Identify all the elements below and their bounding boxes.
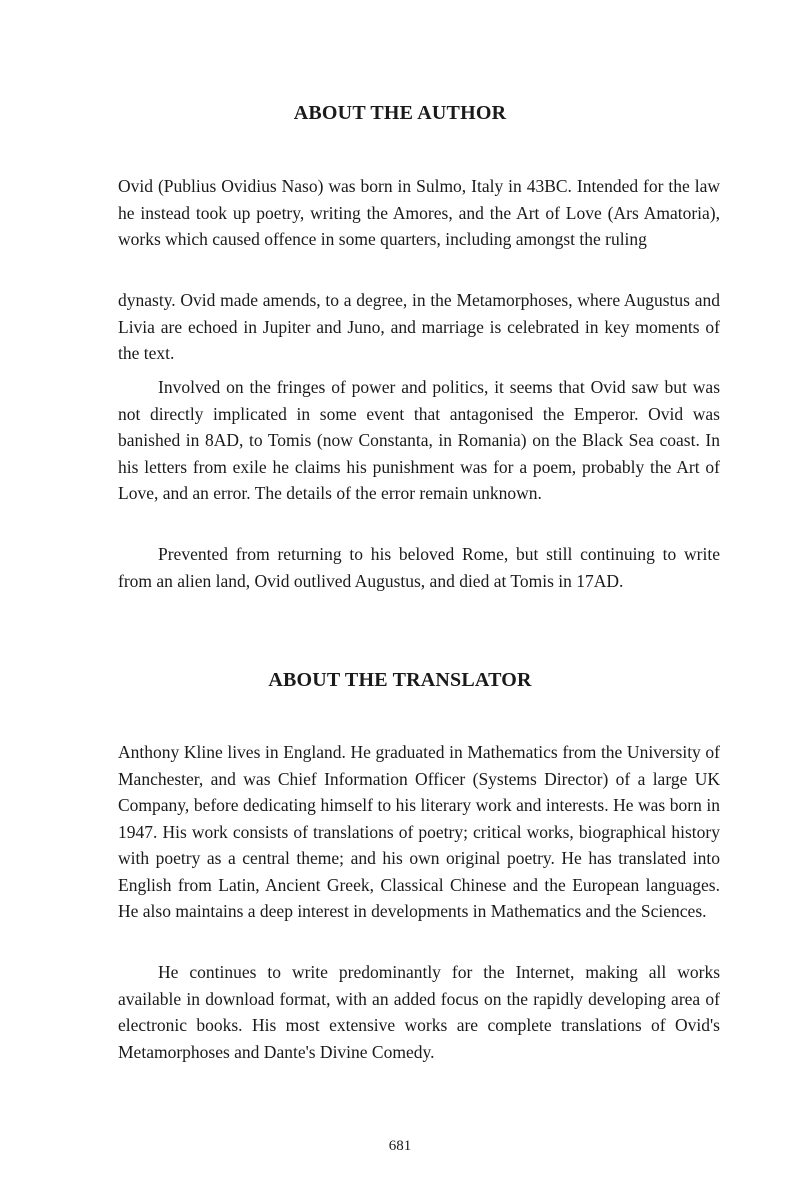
author-paragraph-1: Ovid (Publius Ovidius Naso) was born in Sulmo, Italy in 43BC. Intended for the law he instead took up poetry, writing the Amores, and the Art of Love (Ars Amatoria), works which caused offence in some quarters, including amongst the ruling <box>118 176 720 249</box>
translator-heading: ABOUT THE TRANSLATOR <box>268 669 532 691</box>
author-paragraph-2: dynasty. Ovid made amends, to a degree, in the Metamorphoses, where Augustus and Livia are echoed in Jupiter and Juno, and marriage is celebrated in key moments of the text. <box>118 290 720 363</box>
translator-paragraph-1: Anthony Kline lives in England. He graduated in Mathematics from the University of Manchester, and was Chief Information Officer (Systems Director) of a large UK Company, before dedicating himself to his literary work and interests. He was born in 1947. His work consists of translations of poetry; critical works, biographical history with poetry as a central theme; and his own original poetry. He has translated into English from Latin, Ancient Greek, Classical Chinese and the European languages. He also maintains a deep interest in developments in Mathematics and the Sciences. <box>118 742 720 921</box>
translator-paragraph-2: He continues to write predominantly for the Internet, making all works available in download format, with an added focus on the rapidly developing area of electronic books. His most extensive works are complete translations of Ovid's Metamorphoses and Dante's Divine Comedy. <box>118 962 720 1062</box>
author-heading: ABOUT THE AUTHOR <box>293 102 507 124</box>
page-number: 681 <box>388 1138 412 1154</box>
author-paragraph-3: Involved on the fringes of power and politics, it seems that Ovid saw but was not directly implicated in some event that antagonised the Emperor. Ovid was banished in 8AD, to Tomis (now Constanta, in Romania) on the Black Sea coast. In his letters from exile he claims his punishment was for a poem, probably the Art of Love, and an error. The details of the error remain unknown. <box>118 377 720 503</box>
author-paragraph-4: Prevented from returning to his beloved Rome, but still continuing to write from an alien land, Ovid outlived Augustus, and died at Tomis in 17AD. <box>118 544 720 591</box>
